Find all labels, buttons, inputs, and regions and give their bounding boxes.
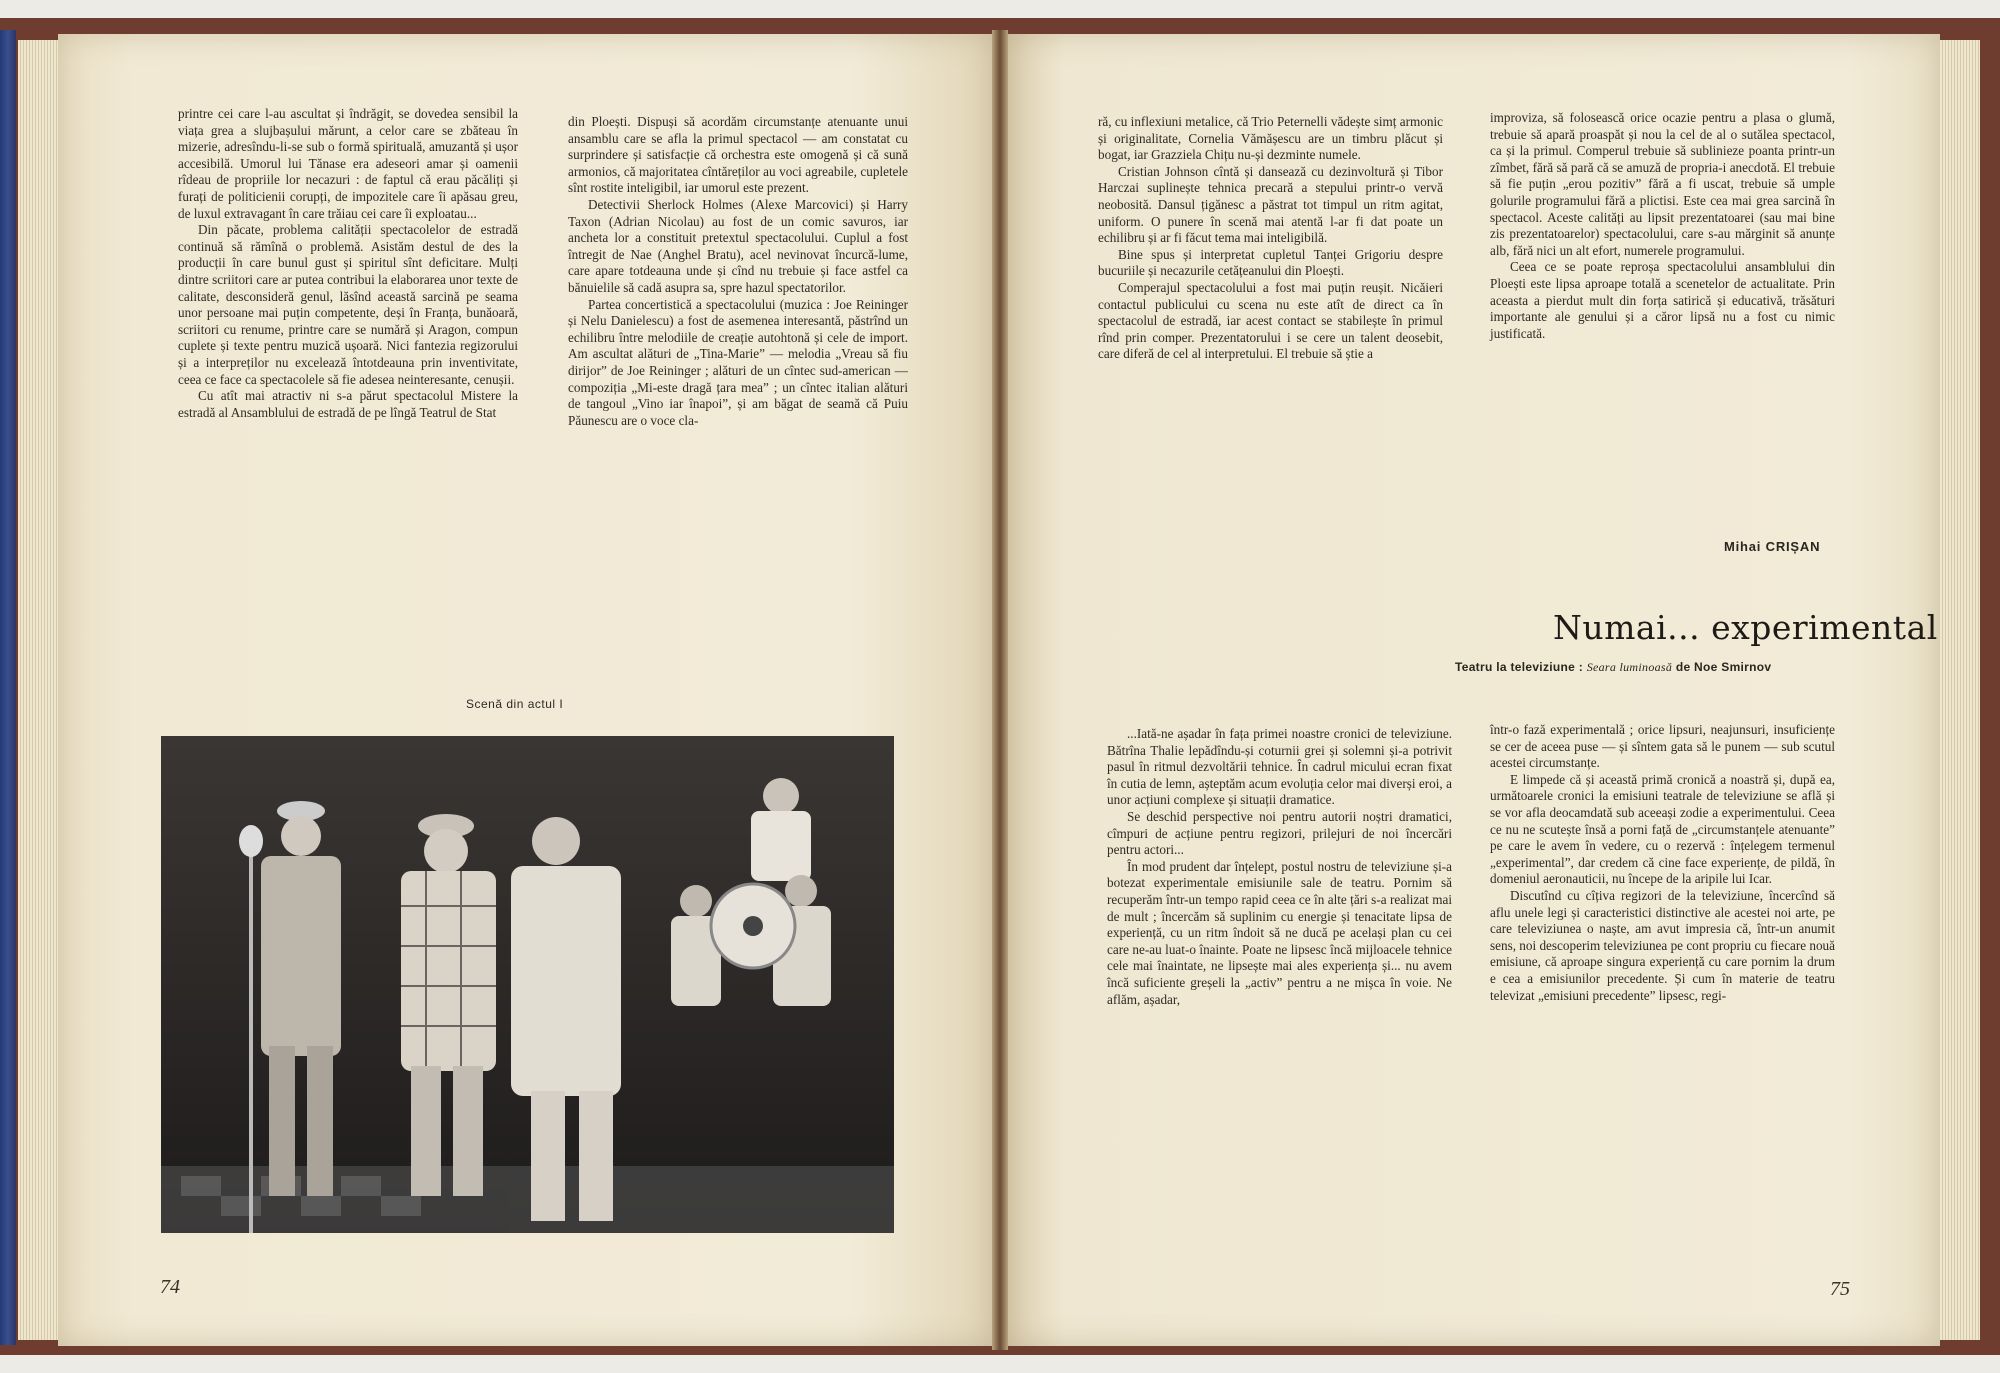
page-number-right: 75 [1830,1278,1850,1300]
paragraph: În mod prudent dar înțelept, postul nostru de televiziune și-a botezat experimentale emisiunile sale de teatru. Pornim să recuperăm într-un tempo rapid ceea ce în alte țări s-a realizat mai de mult ; încercăm să suplinim cu energie și tenacitate lipsa de experiență, cu un ritm îndoit să ne ducă pe același plan cu cei care ne-au luat-o înainte. Poate ne lipsesc încă mijloacele tehnice cele mai înaintate, ne lipsește mai ales experiența și... nu avem încă suficiente greșeli la „activ” pentru a ne mișca în voie. Ne aflăm, așadar, [1107,858,1452,1007]
paragraph: din Ploești. Dispuși să acordăm circumstanțe atenuante unui ansamblu care se afla la primul spectacol — am constatat cu surprindere și satisfacție că orchestra este omogenă și că sună armonios, că majoritatea cîntăreților au voci agreabile, cupletele sînt rostite inteligibil, iar umorul este prezent. [568,114,908,196]
stage-photo [161,736,894,1233]
photo-caption: Scenă din actul I [466,697,564,711]
subhead-prefix: Teatru la televiziune : [1455,660,1587,674]
left-column-2 [568,114,908,429]
page-stack-left [18,40,58,1340]
paragraph: într-o fază experimentală ; orice lipsuri, neajunsuri, insuficiențe se cer de aceea puse — și sîntem gata să le punem — sub scutul acestei circumstanțe. [1490,722,1835,771]
paragraph: printre cei care l-au ascultat și îndrăgit, se dovedea sensibil la viața grea a slujbașului mărunt, a celor care se zbăteau în mizerie, adresîndu-li-se sub o formă spirituală, amuzantă și ușor accesibilă. Umorul lui Tănase era adeseori amar și oamenii rîdeau de propriile lor necazuri : de faptul că erau păcăliți și furați de politicienii corupți, de impozitele care îi apăsau greu, de luxul extravagant în care trăiau cei care îi exploatau... [178,106,518,221]
paragraph: Cu atît mai atractiv ni s-a părut spectacolul Mistere la estradă al Ansamblului de estradă de pe lîngă Teatrul de Stat [178,388,518,420]
page-number-left: 74 [160,1276,180,1298]
paragraph: Ceea ce se poate reproșa spectacolului ansamblului din Ploești este lipsa aproape totală a scenetelor de actualitate. Prin aceasta a pierdut mult din forța satirică și educativă, trăsături importante ale genului și a căror lipsă nu a fost cu nimic justificată. [1490,259,1835,341]
paragraph: Comperajul spectacolului a fost mai puțin reușit. Nicăieri contactul publicului cu scena nu este atît de direct ca în spectacolul de estradă, iar acest contact se stabilește în primul rînd prin comper. Prezentatorului i se cere un talent deosebit, care diferă de cel al interpretului. El trebuie să știe a [1098,279,1443,362]
scan-background-bottom [0,1355,2000,1373]
article-subhead [1455,660,1771,675]
paragraph: Bine spus și interpretat cupletul Tanței Grigoriu despre bucuriile și necazurile cetățeanului din Ploești. [1098,246,1443,279]
right-column-1 [1098,114,1443,363]
book-gutter [992,30,1008,1350]
stage-photo-image [161,736,894,1233]
paragraph: Discutînd cu cîțiva regizori de la televiziune, încercînd să aflu unele legi și caracteristici distinctive ale acestei noi arte, pe care televiziunea o naște, am avut impresia că, într-un anumit sens, noi descoperim televiziunea pe cont propriu cu fiecare nouă emisiune, că aproape singura experiență cu care pornim la drum e cea a emisiunilor precedente. Și cum în materie de teatru televizat „emisiuni precedente” lipsesc, regi- [1490,887,1835,1003]
paragraph: Din păcate, problema calității spectacolelor de estradă continuă să rămînă o problemă. Asistăm destul de des la producții în care bunul gust și spiritul sînt deficitare. Mulți dintre scriitori care ar putea contribui la elaborarea unor texte de calitate, desconsideră genul, lăsînd această sarcină pe seama unor persoane mai puțin competente, deși în Franța, bunăoară, scriitori cu renume, printre care se numără și Aragon, compun cuplete și texte pentru muzică ușoară. Nici fantezia regizorului și a interpreților nu excelează întotdeauna prin inventivitate, ceea ce face ca spectacolele să fie adesea neinteresante, cenușii. [178,222,518,387]
right-page [1008,34,1940,1346]
article-headline: Numai... experimental [1553,608,1938,647]
right-column-2 [1490,110,1835,342]
paragraph: Cristian Johnson cîntă și dansează cu dezinvoltură și Tibor Harczai suplinește tehnica precară a stepului printr-o vervă neobosită. Dansul țigănesc a păstrat tot timpul un ritm agitat, uniform. O punere în scenă mai atentă l-ar fi dat poate un echilibru și ar fi făcut tema mai inteligibilă. [1098,163,1443,246]
page-stack-right [1940,40,1980,1340]
article2-column-2 [1490,722,1835,1004]
paragraph: Se deschid perspective noi pentru autorii noștri dramatici, cîmpuri de acțiune pentru regizori, prilejuri de noi încercări pentru actori... [1107,808,1452,858]
paragraph: Detectivii Sherlock Holmes (Alexe Marcovici) și Harry Taxon (Adrian Nicolau) au fost de un comic savuros, iar ancheta lor a constituit pretextul spectacolului. Cuplul a fost întregit de Nae (Anghel Bratu), acel nevinovat încurcă-lume, care apare totdeauna unde și cînd nu trebuie și face astfel ca bănuielile să cadă asupra sa, spre hazul spectatorilor. [568,196,908,295]
author-signature: Mihai CRIȘAN [1724,539,1821,554]
paragraph: ră, cu inflexiuni metalice, că Trio Peternelli vădește simț armonic și originalitate, Cornelia Vămășescu are un timbru plăcut și bogat, iar Grazziela Chițu nu-și dezminte numele. [1098,114,1443,163]
left-column-1 [178,106,518,421]
paragraph: Partea concertistică a spectacolului (muzica : Joe Reininger și Nelu Danielescu) a fost de asemenea interesantă, păstrînd un echilibru între melodiile de creație autohtonă și cele de import. Am ascultat alături de „Tina-Marie” — melodia „Vreau să fiu dirijor” de Joe Reininger ; alături de un cîntec sud-american — compoziția „Mi-este dragă țara mea” ; un cîntec italian alături de tangoul „Vino iar înapoi”, și am băgat de seamă că Puiu Păunescu are o voce cla- [568,296,908,428]
paragraph: improviza, să folosească orice ocazie pentru a plasa o glumă, trebuie să apară proaspăt și nou la cel de al o sutălea spectacol, ca și la primul. Comperul trebuie să sublinieze poanta printr-un zîmbet, fără să pară că se amuză de propria-i anecdotă. El trebuie să fie puțin „erou pozitiv” fără a fi uscat, trebuie să umple golurile programului fără a plictisi. Este cea mai grea sarcină în spectacol. Aceste calități au lipsit prezentatoarei (sau mai bine zis prezentatoarelor) spectacolului, care s-au mărginit să anunțe alb, fără nici un alt efort, numerele programului. [1490,110,1835,258]
subhead-title: Seara luminoasă [1586,660,1673,674]
article2-column-1 [1107,726,1452,1008]
paragraph: ...Iată-ne așadar în fața primei noastre cronici de televiziune. Bătrîna Thalie lepădîndu-și coturnii grei și solemni și-a potrivit pasul în ritmul dezvoltării tehnice. În cadrul micului ecran fixat în cutia de lemn, așteptăm acum evoluția celor mai diverși eroi, a unor acțiuni complexe și situații dramatice. [1107,726,1452,808]
left-page [58,34,992,1346]
subhead-suffix: de Noe Smirnov [1672,660,1772,674]
paragraph: E limpede că și această primă cronică a noastră și, după ea, următoarele cronici la emisiuni teatrale de televiziune se află și se vor afla deocamdată sub aceeași zodie a experimentului. Ceea ce nu ne scutește însă a porni față de „circumstanțele atenuante” pe care le avem în vedere, cu o rezervă : înțelegem termenul „experimental”, dar credem că cine face experiențe, de pildă, în domeniul aeronauticii, nu începe de la aripile lui Icar. [1490,771,1835,887]
spine-edge [0,30,16,1345]
